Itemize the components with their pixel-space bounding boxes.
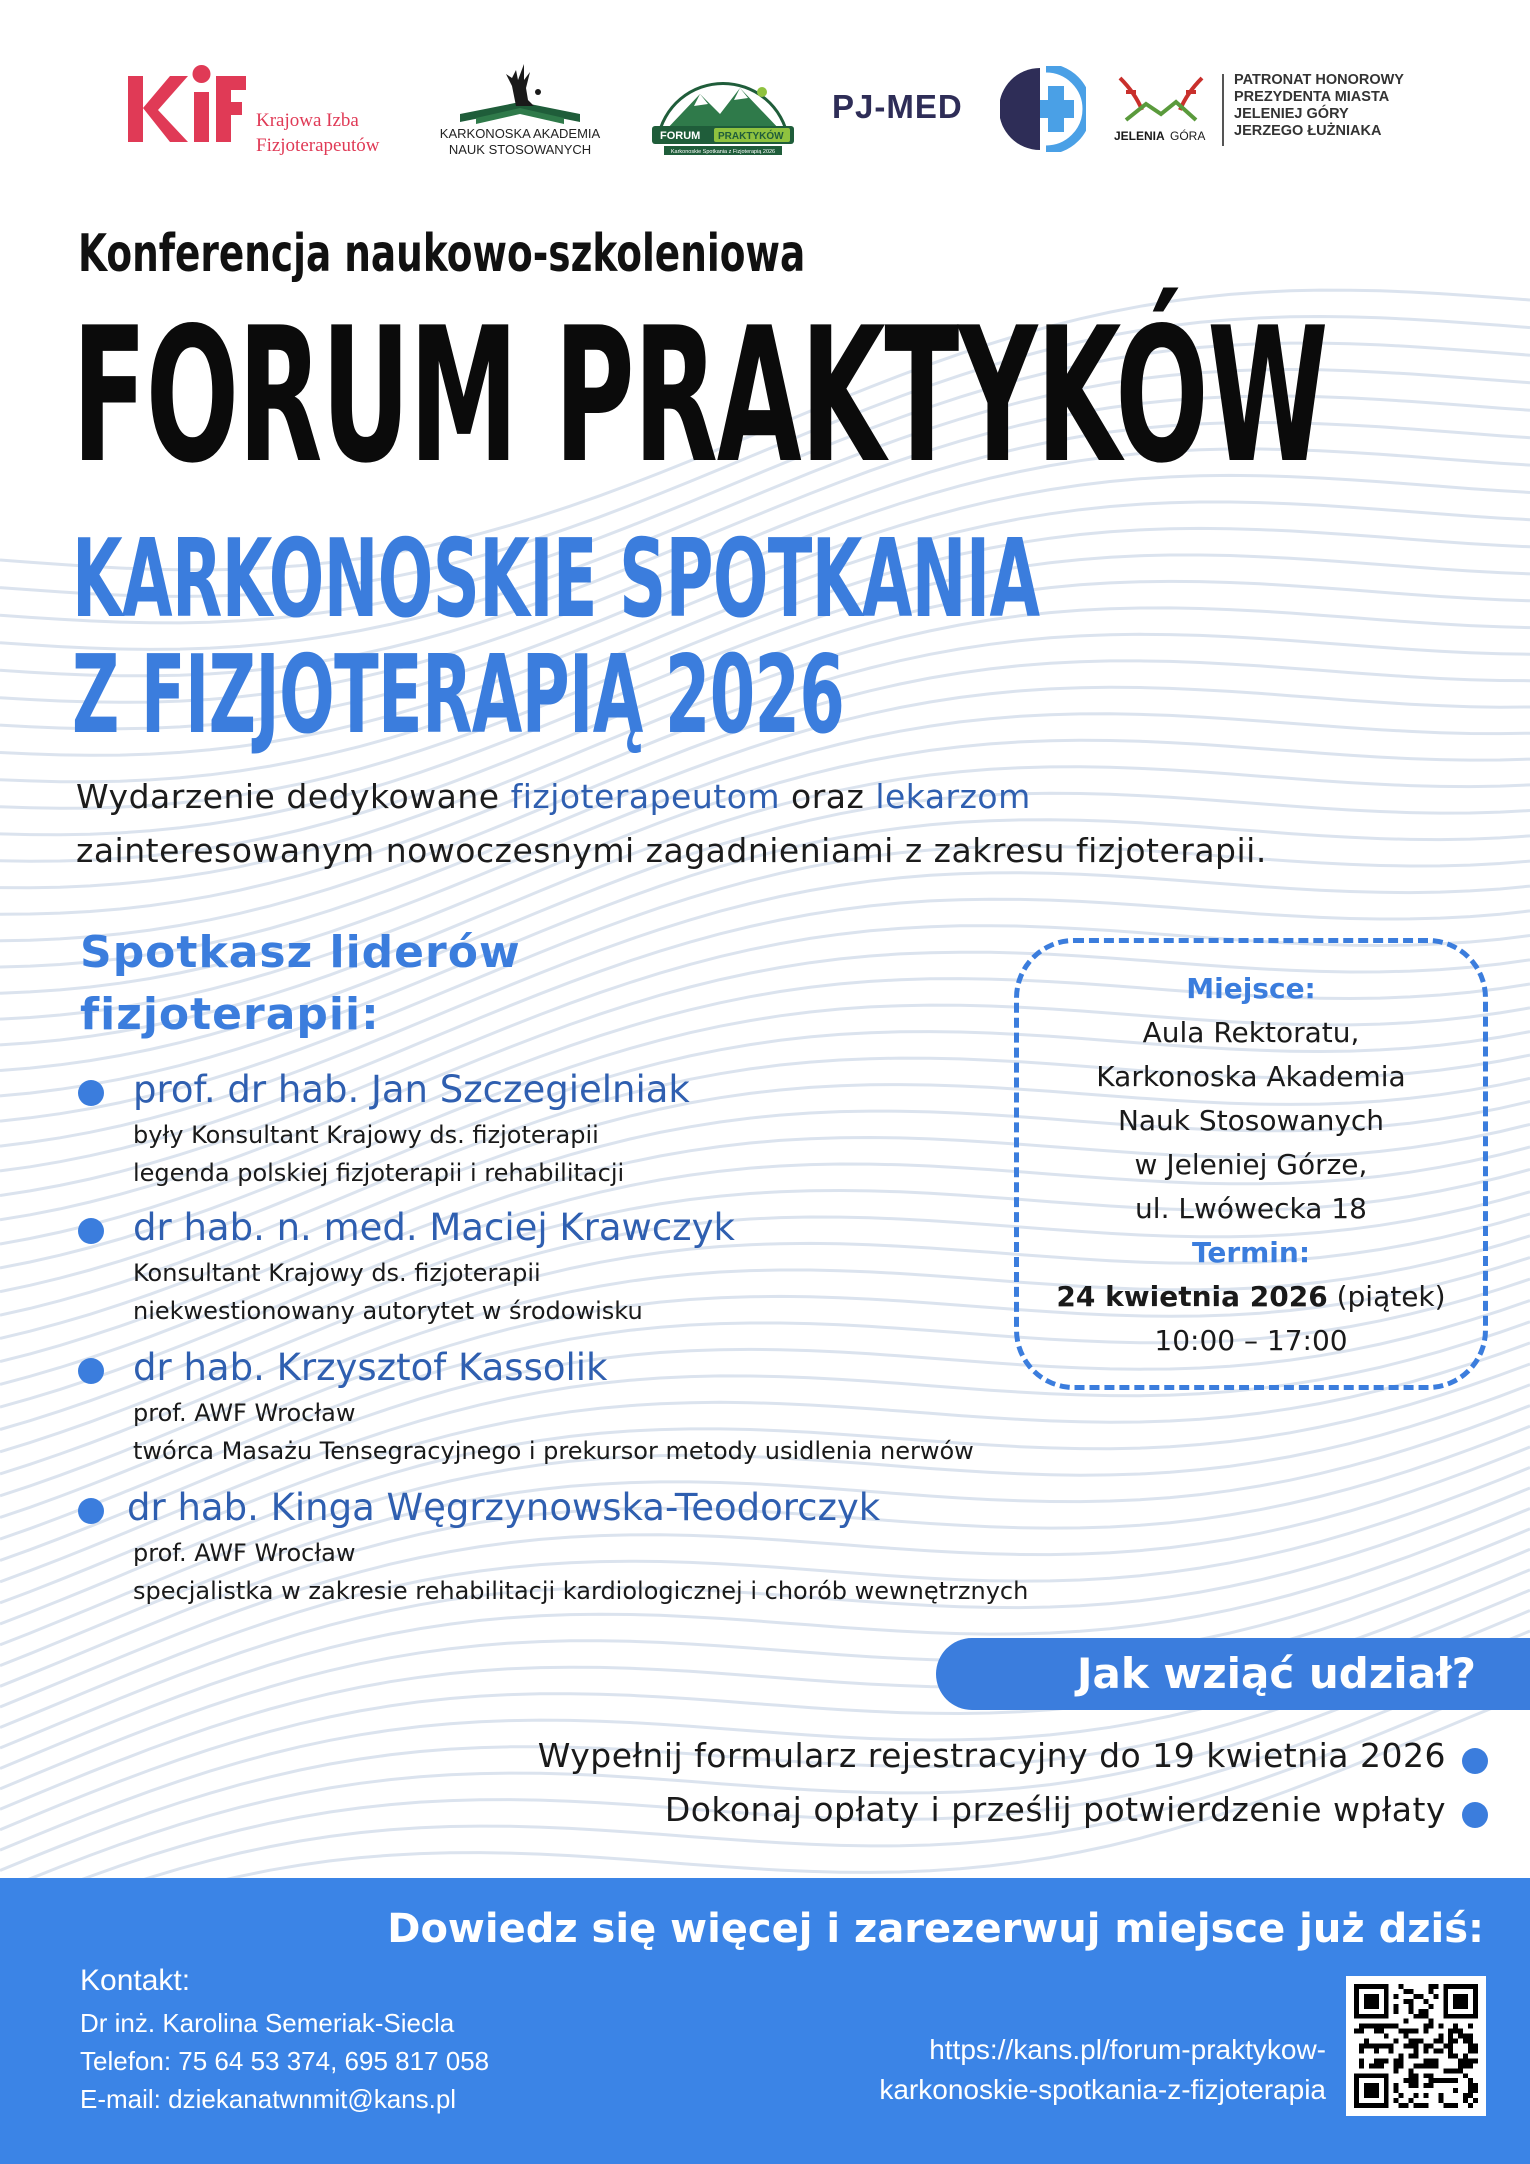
kif-line-1: Krajowa Izba — [256, 110, 359, 131]
pjmed-logo-text: PJ-MED — [832, 88, 963, 125]
contact-label: Kontakt: — [80, 1964, 191, 1997]
intro-highlight-doctors: lekarzom — [875, 777, 1031, 816]
speaker-name: prof. dr hab. Jan Szczegielniak — [133, 1068, 690, 1111]
bullet-icon — [1462, 1748, 1488, 1774]
venue-place-line: ul. Lwówecka 18 — [1135, 1192, 1367, 1225]
speakers-heading-line-1: Spotkasz liderów — [80, 927, 521, 978]
speaker-name: dr hab. n. med. Maciej Krawczyk — [133, 1206, 735, 1249]
speakers-heading — [80, 922, 521, 1046]
intro-line-2: zainteresowanym nowoczesnymi zagadnieniami z zakresu fizjoterapii. — [76, 831, 1267, 870]
kans-line-1: KARKONOSKA AKADEMIA — [439, 126, 601, 141]
speaker-name: dr hab. Kinga Węgrzynowska-Teodorczyk — [127, 1486, 881, 1529]
speaker-desc-2: niekwestionowany autorytet w środowisku — [133, 1297, 643, 1325]
kans-line-2: NAUK STOSOWANYCH — [448, 142, 592, 157]
venue-term-label: Termin: — [1191, 1236, 1311, 1269]
qr-code-icon — [1354, 1984, 1478, 2108]
patron-line-3: JELENIEJ GÓRY — [1234, 106, 1349, 122]
subtitle-line-2: Z FIZJOTERAPIĄ 2026 — [72, 633, 845, 758]
venue-place-line: Nauk Stosowanych — [1117, 1104, 1385, 1137]
kans-logo-text — [420, 126, 620, 158]
registration-url-line-1[interactable]: https://kans.pl/forum-praktykow- — [929, 2034, 1326, 2065]
intro-part-2: oraz — [780, 777, 876, 816]
speaker-desc-1: Konsultant Krajowy ds. fizjoterapii — [133, 1259, 541, 1287]
speaker-desc-2: specjalistka w zakresie rehabilitacji kardiologicznej i chorób wewnętrznych — [133, 1577, 1029, 1605]
venue-date-line — [1019, 1275, 1483, 1319]
speaker-desc-2: twórca Masażu Tensegracyjnego i prekursor metody usidlenia nerwów — [133, 1437, 974, 1465]
jelenia-gora-logo-icon — [1112, 70, 1210, 146]
venue-place-label: Miejsce: — [1186, 972, 1316, 1005]
forum-praktykow-logo-icon — [644, 58, 802, 158]
subtitle-line-1: KARKONOSKIE SPOTKANIA — [72, 517, 1040, 642]
forum-badge-left: FORUM — [660, 130, 701, 142]
registration-url-line-2[interactable]: karkonoskie-spotkania-z-fizjoterapia — [879, 2074, 1326, 2105]
bullet-icon — [78, 1218, 104, 1244]
venue-place-line: Karkonoska Akademia — [1096, 1060, 1406, 1093]
contact-name: Dr inż. Karolina Semeriak-Siecla — [80, 2008, 455, 2038]
patron-divider — [1222, 74, 1224, 146]
venue-place-line: w Jeleniej Górze, — [1134, 1148, 1368, 1181]
intro-part-1: Wydarzenie dedykowane — [76, 777, 511, 816]
speakers-heading-line-2: fizjoterapii: — [80, 989, 380, 1040]
intro-line-1 — [76, 770, 1476, 824]
jg-text-a: JELENIA — [1114, 129, 1165, 143]
speaker-desc-1: prof. AWF Wrocław — [133, 1539, 356, 1567]
speaker-name: dr hab. Krzysztof Kassolik — [133, 1346, 608, 1389]
kif-logo-text — [256, 108, 379, 158]
forum-badge-right: PRAKTYKÓW — [718, 131, 784, 142]
join-step: Wypełnij formularz rejestracyjny do 19 kwietnia 2026 — [537, 1736, 1446, 1775]
venue-box — [1014, 938, 1488, 1390]
forum-badge-bottom: Karkonoskie Spotkania z Fizjoterapią 2026 — [670, 149, 776, 155]
conference-type: Konferencja naukowo-szkoleniowa — [78, 224, 806, 284]
venue-weekday: (piątek) — [1327, 1280, 1446, 1313]
intro-highlight-physio: fizjoterapeutom — [510, 777, 781, 816]
join-heading: Jak wziąć udział? — [1076, 1649, 1476, 1698]
contact-email[interactable]: E-mail: dziekanatwnmit@kans.pl — [80, 2084, 457, 2114]
patron-line-1: PATRONAT HONOROWY — [1234, 72, 1404, 88]
jg-text-b: GÓRA — [1170, 129, 1206, 143]
bullet-icon — [1462, 1802, 1488, 1828]
kif-line-2: Fizjoterapeutów — [256, 135, 380, 156]
patron-line-4: JERZEGO ŁUŻNIAKA — [1234, 123, 1382, 139]
join-step: Dokonaj opłaty i prześlij potwierdzenie wpłaty — [664, 1790, 1446, 1829]
venue-hours: 10:00 – 17:00 — [1154, 1324, 1348, 1357]
pjmed-cross-icon — [1000, 66, 1086, 152]
bullet-icon — [78, 1498, 104, 1524]
page-title: FORUM PRAKTYKÓW — [72, 287, 1328, 504]
patron-line-2: PREZYDENTA MIASTA — [1234, 89, 1390, 105]
venue-date: 24 kwietnia 2026 — [1056, 1280, 1328, 1313]
intro-text — [76, 770, 1476, 878]
bullet-icon — [78, 1358, 104, 1384]
bullet-icon — [78, 1080, 104, 1106]
speaker-desc-2: legenda polskiej fizjoterapii i rehabilitacji — [133, 1159, 625, 1187]
kif-logo-icon — [124, 62, 248, 152]
footer-cta: Dowiedz się więcej i zarezerwuj miejsce już dziś: — [387, 1906, 1484, 1952]
speaker-desc-1: były Konsultant Krajowy ds. fizjoterapii — [133, 1121, 599, 1149]
speaker-desc-1: prof. AWF Wrocław — [133, 1399, 356, 1427]
qr-code[interactable] — [1346, 1976, 1486, 2116]
venue-place-line: Aula Rektoratu, — [1142, 1016, 1360, 1049]
patron-text — [1234, 72, 1404, 140]
contact-phone: Telefon: 75 64 53 374, 695 817 058 — [80, 2046, 490, 2076]
